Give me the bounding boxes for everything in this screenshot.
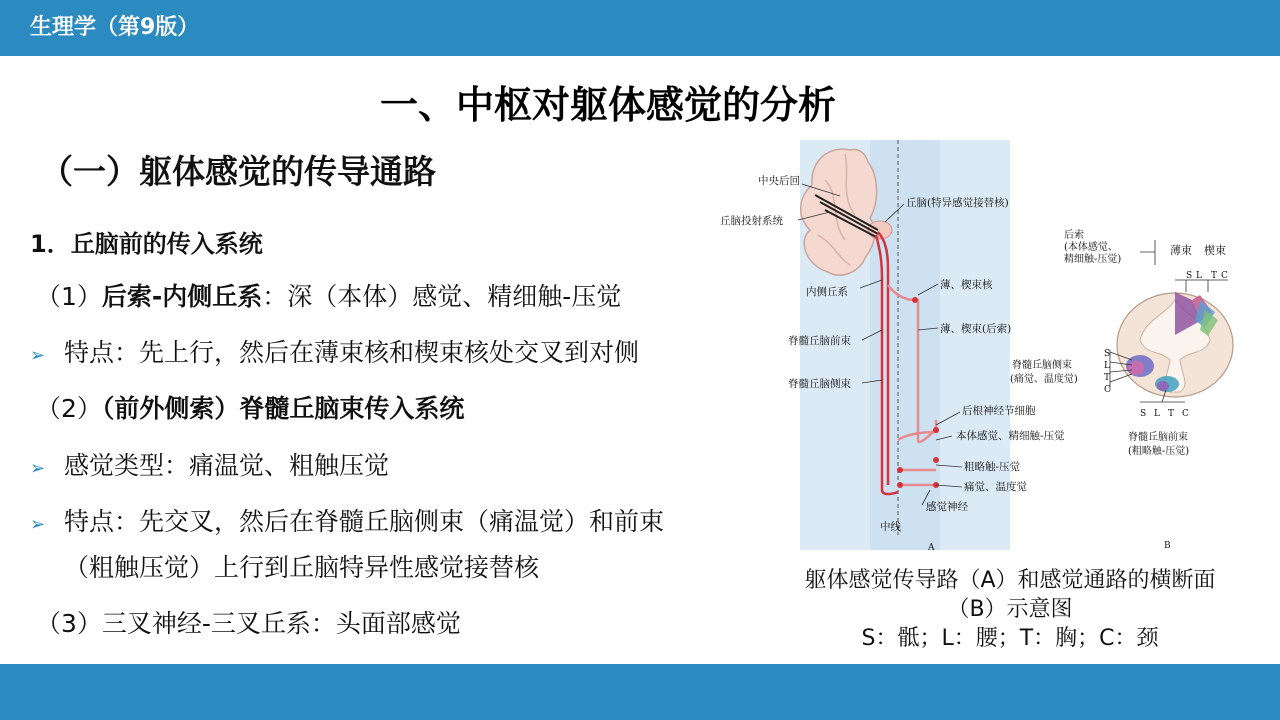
seg-t-3: T [1168, 409, 1175, 419]
seg-s-3: S [1140, 409, 1147, 419]
seg-s-1: S [1186, 271, 1193, 281]
label-crude-touch: 粗略触-压觉 [964, 461, 1021, 473]
label-medial-lemniscus: 内侧丘系 [806, 286, 848, 298]
label-posterior-column-2: (本体感觉、 [1064, 242, 1118, 253]
item-3: （3）三叉神经-三叉丘系：头面部感觉 [36, 609, 461, 638]
heading-1: 1．丘脑前的传入系统 [30, 230, 263, 258]
label-gracile: 薄束 [1170, 244, 1192, 257]
footer-bar [0, 664, 1280, 720]
bullet-1-text: 特点：先上行，然后在薄束核和楔束核处交叉到对侧 [64, 338, 640, 367]
caption-line-1: 躯体感觉传导路（A）和感觉通路的横断面 [804, 568, 1216, 593]
bullet-2 [30, 446, 389, 482]
sensory-pathway-figure [700, 140, 1260, 560]
seg-c-3: C [1182, 409, 1189, 419]
item-1-rest: ：深（本体）感觉、精细触-压觉 [262, 282, 622, 311]
label-anterior-spinothalamic: 脊髓丘脑前束 [788, 335, 851, 347]
label-midline: 中线 [880, 521, 901, 533]
ganglion-dot-1 [933, 427, 939, 433]
ganglion-dot-2 [933, 457, 939, 463]
label-cuneate: 楔束 [1204, 244, 1226, 257]
seg-l-2: L [1104, 361, 1110, 371]
item-1-bold: 后索-内侧丘系 [101, 282, 263, 311]
label-posterior-column-3: 精细触-压觉) [1064, 254, 1122, 265]
label-anterior-tract: 脊髓丘脑前束 [1128, 432, 1188, 443]
label-pain-temp: 痛觉、温度觉 [964, 481, 1027, 493]
nucleus-dot [912, 297, 918, 303]
figure-caption [760, 566, 1260, 653]
caption-line-3: S：骶；L：腰；T：胸；C：颈 [861, 626, 1159, 651]
seg-s-2: S [1104, 349, 1111, 359]
label-gracile-cuneate-nuclei: 薄、楔束核 [940, 279, 993, 291]
item-2 [36, 389, 464, 425]
seg-c-2: C [1104, 385, 1111, 395]
label-proprio-fine-touch: 本体感觉、精细触-压觉 [956, 430, 1065, 442]
label-central-gyrus: 中央后回 [758, 175, 800, 187]
label-sensory-nerve: 感觉神经 [926, 501, 968, 513]
label-lateral-spinothalamic: 脊髓丘脑侧束 [788, 378, 851, 390]
seg-c-1: C [1221, 271, 1228, 281]
caption-line-2: （B）示意图 [947, 597, 1073, 622]
label-panel-a: A [928, 543, 935, 553]
cross-dot-1 [897, 467, 903, 473]
bullet-3 [30, 502, 664, 538]
section-title: （一）躯体感觉的传导通路 [40, 152, 436, 191]
pathway-diagram [700, 140, 1260, 560]
bullet-1 [30, 333, 639, 369]
bullet-2-text: 感觉类型：痛温觉、粗触压觉 [64, 451, 390, 480]
label-gracile-cuneate-fasciculi: 薄、楔束(后索) [940, 323, 1012, 335]
item-2-bold: （前外侧索）脊髓丘脑束传入系统 [101, 394, 465, 423]
label-thalamus: 丘脑(特异感觉接替核) [906, 197, 1009, 209]
arrow-bullet-icon: ➢ [30, 514, 46, 535]
main-title: 一、中枢对躯体感觉的分析 [380, 83, 837, 127]
label-panel-b: B [1164, 541, 1171, 551]
label-anterior-tract-2: (粗略触-压觉) [1128, 446, 1190, 457]
spinal-cross-section [1117, 292, 1233, 397]
bullet-3-continued: （粗触压觉）上行到丘脑特异性感觉接替核 [64, 553, 540, 582]
label-thalamic-projection: 丘脑投射系统 [720, 215, 783, 227]
item-1-num: （1） [36, 282, 102, 311]
item-2-num: （2） [36, 394, 102, 423]
arrow-bullet-icon: ➢ [30, 458, 46, 479]
seg-t-1: T [1211, 271, 1218, 281]
arrow-bullet-icon: ➢ [30, 345, 46, 366]
bullet-3-line1: 特点：先交叉，然后在脊髓丘脑侧束（痛温觉）和前束 [64, 507, 665, 536]
seg-l-1: L [1196, 271, 1202, 281]
label-lateral-tract-2: (痛觉、温度觉) [1010, 374, 1078, 385]
seg-l-3: L [1154, 409, 1160, 419]
label-drg: 后根神经节细胞 [962, 405, 1036, 417]
item-1 [36, 277, 621, 313]
header-bar [0, 0, 1280, 56]
cross-dot-2 [897, 482, 903, 488]
book-title: 生理学（第9版） [30, 15, 200, 40]
label-posterior-column: 后索 [1064, 230, 1084, 241]
label-lateral-tract: 脊髓丘脑侧束 [1012, 360, 1072, 371]
seg-t-2: T [1104, 373, 1111, 383]
